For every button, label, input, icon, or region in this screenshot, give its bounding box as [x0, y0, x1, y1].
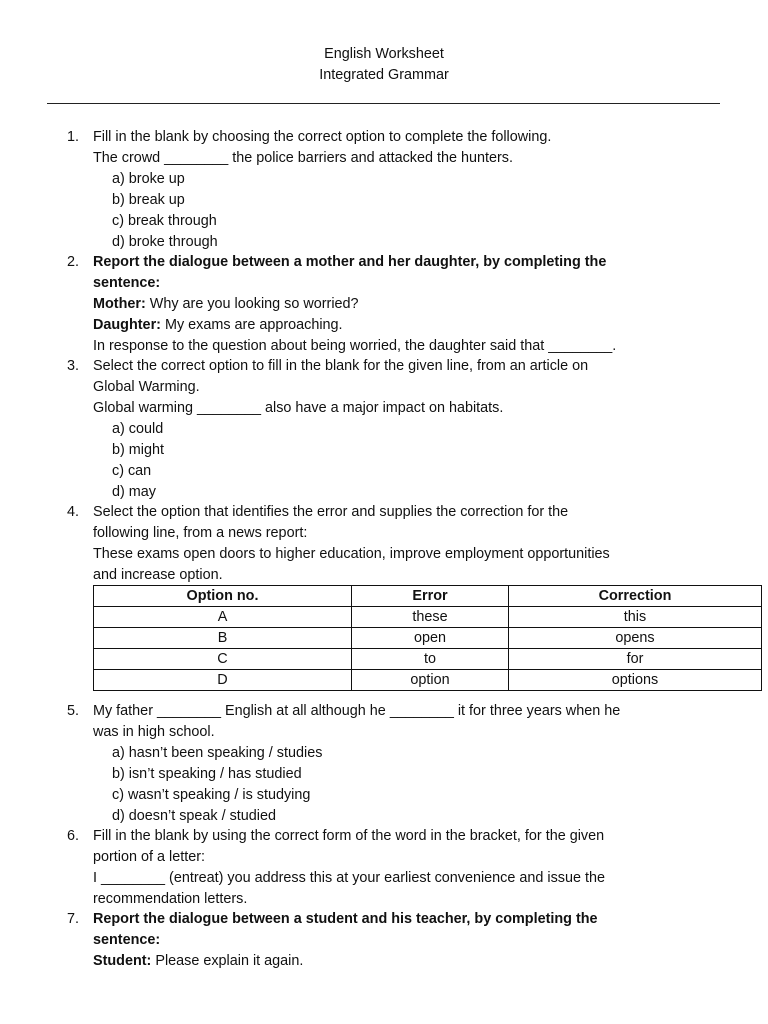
- option-b: b) break up: [112, 192, 185, 208]
- question-number: 5.: [67, 703, 80, 719]
- column-header: Correction: [509, 586, 762, 607]
- question-number: 1.: [67, 129, 80, 145]
- question-text: Fill in the blank by choosing the correct option to complete the following.: [93, 129, 552, 145]
- speaker-text: Please explain it again.: [151, 953, 304, 969]
- question-number: 2.: [67, 254, 80, 270]
- table-cell: C: [94, 649, 352, 670]
- header-divider: [47, 103, 720, 104]
- question-text-cont: was in high school.: [93, 724, 215, 740]
- table-cell: D: [94, 670, 352, 691]
- error-correction-table: [93, 585, 762, 691]
- response-sentence: In response to the question about being worried, the daughter said that ________.: [93, 338, 617, 354]
- option-d: d) doesn’t speak / studied: [112, 808, 276, 824]
- column-header: Error: [352, 586, 509, 607]
- question-text-cont: portion of a letter:: [93, 849, 205, 865]
- speaker-label: Student:: [93, 953, 152, 969]
- speaker-label: Daughter:: [93, 317, 161, 333]
- option-a: a) broke up: [112, 171, 185, 187]
- question-text: Fill in the blank by using the correct form of the word in the bracket, for the given: [93, 828, 605, 844]
- dialogue-mother: [93, 294, 359, 315]
- option-a: a) hasn’t been speaking / studies: [112, 745, 323, 761]
- table-cell: A: [94, 607, 352, 628]
- worksheet-title: English Worksheet: [324, 46, 444, 62]
- question-number: 6.: [67, 828, 80, 844]
- question-sentence: I ________ (entreat) you address this at your earliest convenience and issue the: [93, 870, 605, 886]
- question-sentence: These exams open doors to higher education, improve employment opportunities: [93, 546, 610, 562]
- question-sentence: The crowd ________ the police barriers and attacked the hunters.: [93, 150, 513, 166]
- question-number: 3.: [67, 358, 80, 374]
- question-text-cont: following line, from a news report:: [93, 525, 308, 541]
- question-sentence: Global warming ________ also have a major impact on habitats.: [93, 400, 504, 416]
- table-cell: for: [509, 649, 762, 670]
- speaker-text: My exams are approaching.: [160, 317, 343, 333]
- option-c: c) break through: [112, 213, 217, 229]
- column-header: Option no.: [94, 586, 352, 607]
- speaker-text: Why are you looking so worried?: [145, 296, 359, 312]
- option-d: d) may: [112, 484, 156, 500]
- question-text: Select the correct option to fill in the blank for the given line, from an article on: [93, 358, 589, 374]
- option-b: b) might: [112, 442, 164, 458]
- table-cell: opens: [509, 628, 762, 649]
- table-row: [94, 607, 762, 628]
- table-cell: options: [509, 670, 762, 691]
- table-cell: these: [352, 607, 509, 628]
- question-text: Report the dialogue between a student and his teacher, by completing the: [93, 911, 598, 927]
- table-cell: B: [94, 628, 352, 649]
- table-cell: option: [352, 670, 509, 691]
- question-number: 7.: [67, 911, 80, 927]
- table-row: [94, 628, 762, 649]
- question-text-cont: sentence:: [93, 932, 161, 948]
- speaker-label: Mother:: [93, 296, 146, 312]
- option-b: b) isn’t speaking / has studied: [112, 766, 302, 782]
- option-d: d) broke through: [112, 234, 218, 250]
- question-sentence-cont: and increase option.: [93, 567, 223, 583]
- option-a: a) could: [112, 421, 164, 437]
- table-cell: open: [352, 628, 509, 649]
- question-text: Report the dialogue between a mother and her daughter, by completing the: [93, 254, 607, 270]
- table-row: [94, 670, 762, 691]
- dialogue-student: [93, 951, 303, 972]
- question-number: 4.: [67, 504, 80, 520]
- table-header-row: [94, 586, 762, 607]
- table-cell: this: [509, 607, 762, 628]
- option-c: c) wasn’t speaking / is studying: [112, 787, 311, 803]
- table-row: [94, 649, 762, 670]
- question-sentence-cont: recommendation letters.: [93, 891, 248, 907]
- worksheet-header: [0, 44, 768, 86]
- question-text: Select the option that identifies the error and supplies the correction for the: [93, 504, 569, 520]
- option-c: c) can: [112, 463, 152, 479]
- question-text: My father ________ English at all although he ________ it for three years when he: [93, 703, 621, 719]
- dialogue-daughter: [93, 315, 343, 336]
- question-text-cont: sentence:: [93, 275, 161, 291]
- question-text-cont: Global Warming.: [93, 379, 200, 395]
- worksheet-subtitle: Integrated Grammar: [319, 67, 449, 83]
- table-cell: to: [352, 649, 509, 670]
